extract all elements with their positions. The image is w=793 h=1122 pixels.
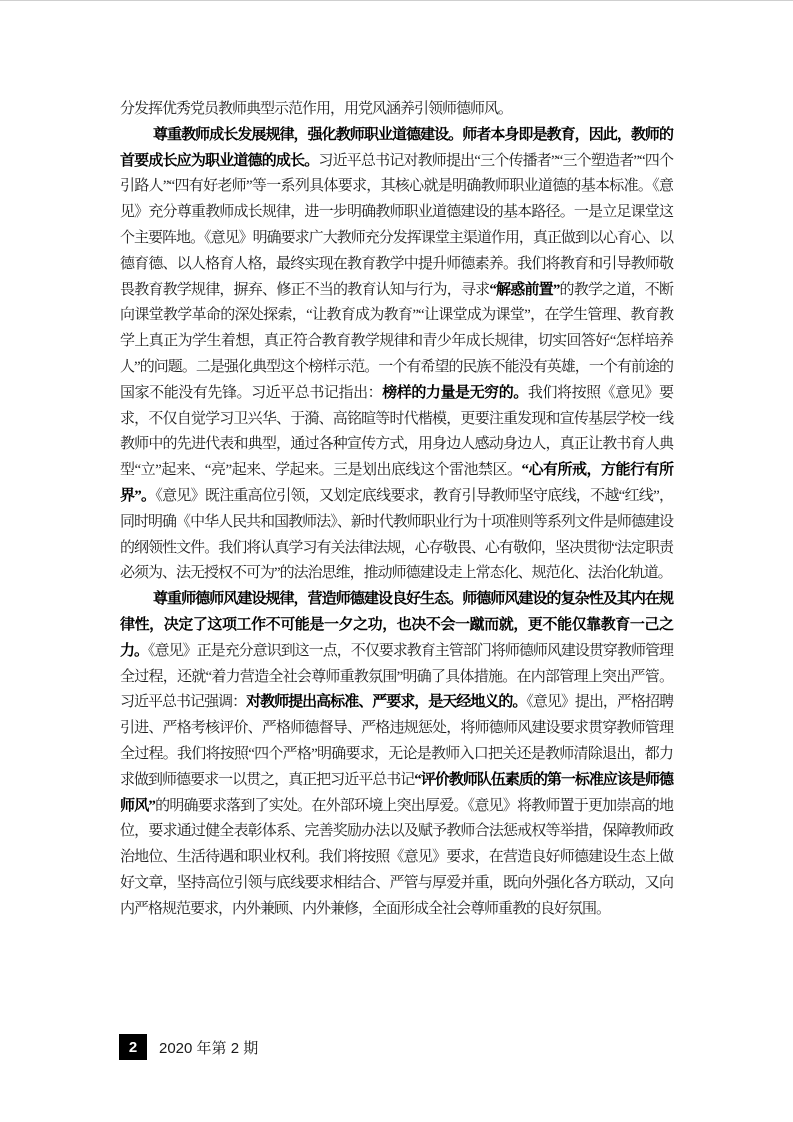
page-number-badge: 2 xyxy=(119,1034,147,1060)
text-run: 的明确要求落到了实处。在外部环境上突出厚爱。《意见》将教师置于更加崇高的地位，要求通过健全表彰体系、完善奖励办法以及赋予教师合法惩戒权等举措，保障教师政治地位、生活待遇和职业权利。我们将按照《意见》要求，在营造良好师德建设生态上做好文章，坚持高位引领与底线要求相结合、严管与厚爱并重，既向外强化各方联动，又向内严格规范要求，内外兼顾、内外兼修，全面形成全社会尊师重教的良好氛围。 xyxy=(120,797,673,917)
paragraph xyxy=(120,587,673,922)
text-run-bold: 尊重师德师风建设规律，营造师德建设良好生态。师德师风建设的复杂性及其内在规律性，决定了这项工作不可能是一夕之功，也决不会一蹴而就，更不能仅靠教育一己之力。 xyxy=(120,591,673,659)
text-run-bold: 尊重教师成长发展规律，强化教师职业道德建设。师者本身即是教育，因此，教师的首要成长应为职业道德的成长。 xyxy=(120,126,673,169)
text-run: 习近平总书记对教师提出“三个传播者”“三个塑造者”“四个引路人”“四有好老师”等一系列具体要求，其核心就是明确教师职业道德的基本标准。《意见》充分尊重教师成长规律，进一步明确教师职业道德建设的基本路径。一是立足课堂这个主要阵地。《意见》明确要求广大教师充分发挥课堂主渠道作用，真正做到以心育心、以德育德、以人格育人格，最终实现在教育教学中提升师德素养。我们将教育和引导教师敬畏教育教学规律，摒弃、修正不当的教育认知与行为，寻求 xyxy=(120,152,673,298)
paragraph xyxy=(120,97,673,123)
document-body xyxy=(120,97,673,923)
text-run-bold: “评价教师队伍素质的第一标准应该是师德师风” xyxy=(120,771,673,814)
text-run-bold: “解惑前置” xyxy=(489,281,560,298)
text-run: 《意见》既注重高位引领，又划定底线要求，教育引导教师坚守底线，不越“红线”，同时明确《中华人民共和国教师法》、新时代教师职业行为十项准则等系列文件是师德建设的纲领性文件。我们将认真学习有关法律法规，心存敬畏、心有敬仰，坚决贯彻“法定职责必须为、法无授权不可为”的法治思维，推动师德建设走上常态化、规范化、法治化轨道。 xyxy=(120,487,673,582)
text-run: 《意见》正是充分意识到这一点，不仅要求教育主管部门将师德师风建设贯穿教师管理全过程，还就“着力营造全社会尊师重教氛围”明确了具体措施。在内部管理上突出严管。习近平总书记强调： xyxy=(120,642,673,711)
text-run: 《意见》提出，严格招聘引进、严格考核评价、严格师德督导、严格违规惩处，将师德师风建设要求贯穿教师管理全过程。我们将按照“四个严格”明确要求，无论是教师入口把关还是教师清除退出，都力求做到师德要求一以贯之，真正把习近平总书记 xyxy=(120,694,673,788)
text-run: 的教学之道，不断向课堂教学革命的深处探索，“让教育成为教育”“让课堂成为课堂”，在学生管理、教育教学上真正为学生着想，真正符合教育教学规律和青少年成长规律，切实回答好“怎样培养人”的问题。二是强化典型这个榜样示范。一个有希望的民族不能没有英雄，一个有前途的国家不能没有先锋。习近平总书记指出： xyxy=(120,281,673,401)
text-run: 我们将按照《意见》要求，不仅自觉学习卫兴华、于漪、高铭暄等时代楷模，更要注重发现和宣传基层学校一线教师中的先进代表和典型，通过各种宣传方式，用身边人感动身边人，真正让教书育人典型“立”起来、“亮”起来、学起来。三是划出底线这个雷池禁区。 xyxy=(120,384,673,479)
text-run-bold: “心有所戒，方能行有所界”。 xyxy=(120,462,673,504)
paragraph xyxy=(120,123,673,587)
text-run: 分发挥优秀党员教师典型示范作用，用党风涵养引领师德师风。 xyxy=(120,101,513,117)
text-run-bold: 榜样的力量是无穷的。 xyxy=(382,384,528,401)
text-run-bold: 对教师提出高标准、严要求，是天经地义的。 xyxy=(246,694,527,711)
page-footer xyxy=(119,1034,258,1060)
issue-label: 2020 年第 2 期 xyxy=(159,1039,259,1057)
